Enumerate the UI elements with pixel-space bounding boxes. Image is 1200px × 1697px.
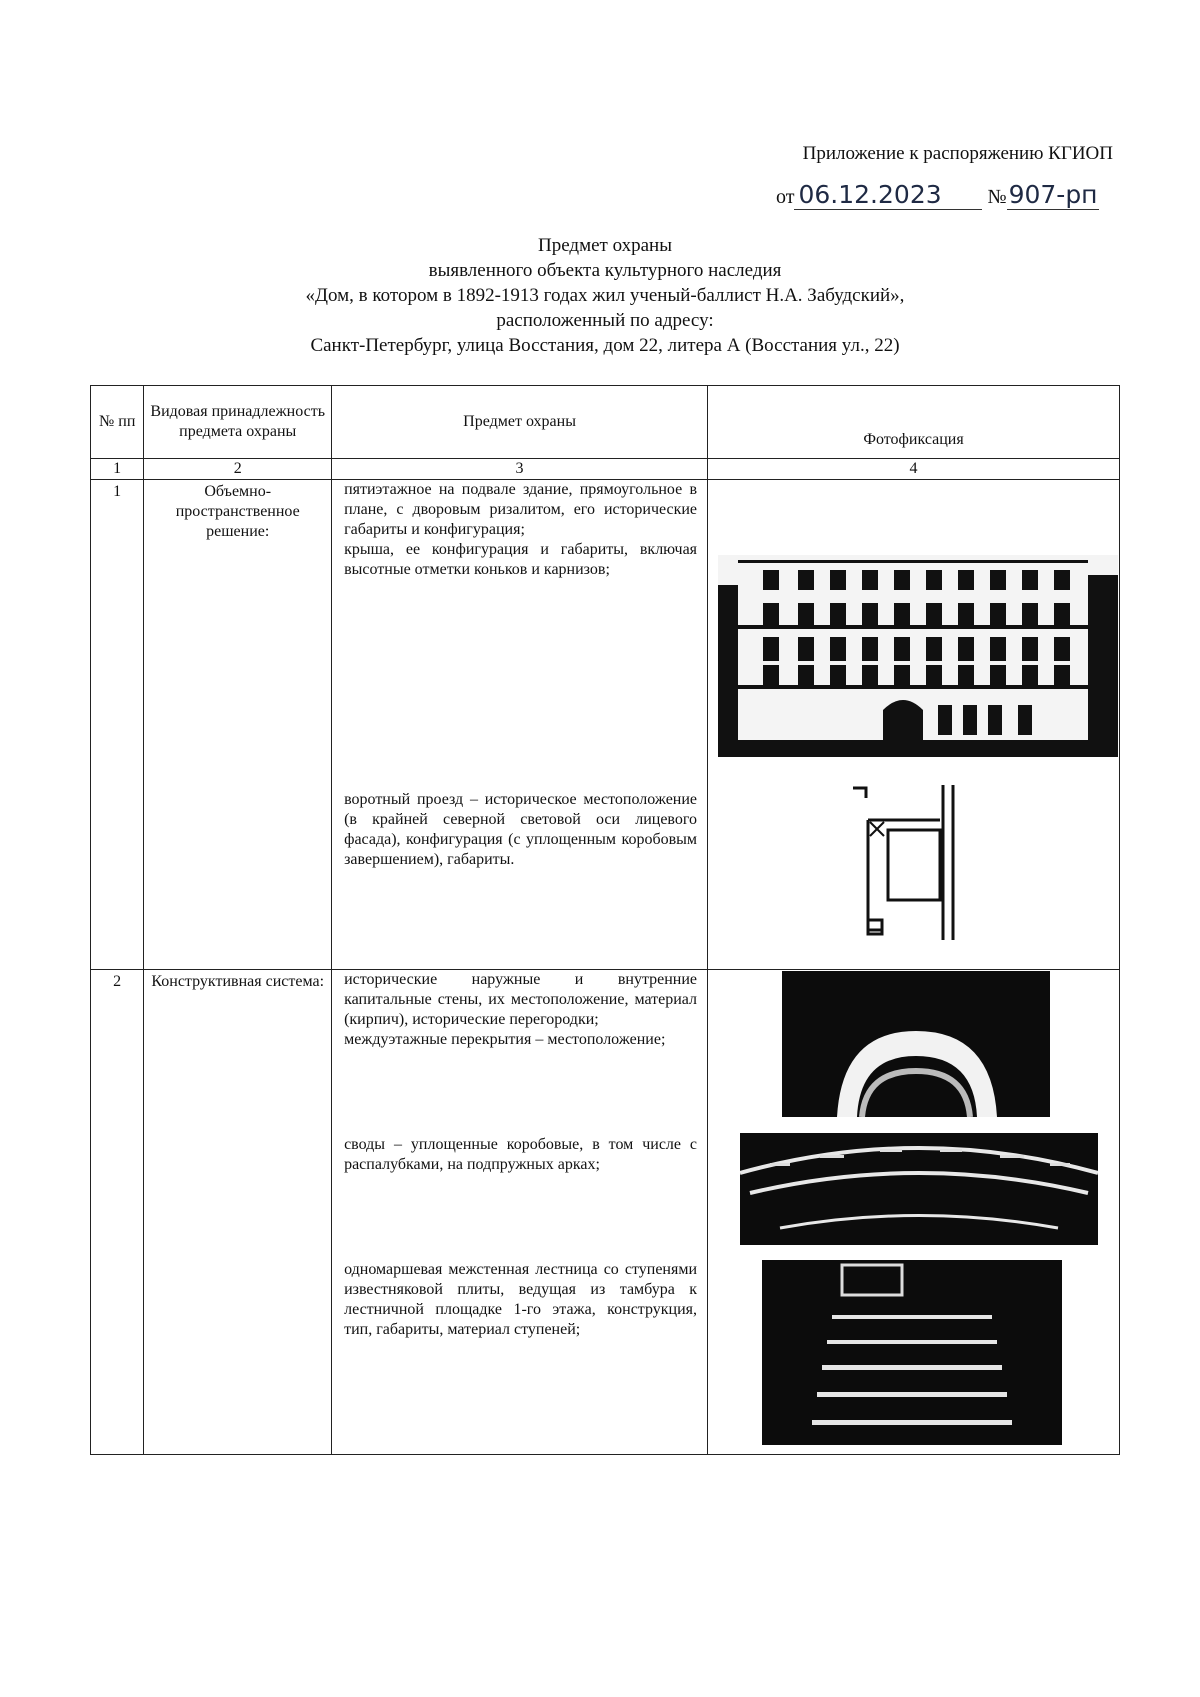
column-number: 3 — [332, 459, 708, 480]
subject-item: крыша, ее конфигурация и габариты, включая высотные отметки коньков и карнизов; — [344, 541, 698, 578]
subject-item: пятиэтажное на подвале здание, прямоугольное в плане, с дворовым ризалитом, его исторические габариты и конфигурация; — [344, 481, 698, 538]
row-subjects — [332, 970, 708, 1455]
header-photo: Фотофиксация — [708, 386, 1120, 459]
header-category: Видовая принадлежность предмета охраны — [144, 386, 332, 459]
document-heading — [90, 233, 1120, 358]
row-number: 1 — [91, 480, 144, 970]
subject-item: исторические наружные и внутренние капитальные стены, их местоположение, материал (кирпич), исторические перегородки; — [344, 971, 698, 1028]
row-photos — [708, 480, 1120, 970]
row-number: 2 — [91, 970, 144, 1455]
order-prefix: от — [776, 186, 795, 208]
protection-subject-table — [90, 385, 1120, 1455]
heading-line: Санкт-Петербург, улица Восстания, дом 22, литера А (Восстания ул., 22) — [310, 335, 900, 356]
subject-item: междуэтажные перекрытия – местоположение; — [344, 1031, 666, 1048]
column-number: 4 — [708, 459, 1120, 480]
column-number: 2 — [144, 459, 332, 480]
table-row — [91, 480, 1120, 970]
annex-caption: Приложение к распоряжению КГИОП — [802, 143, 1113, 164]
row-category: Объемно-пространственное решение: — [144, 480, 332, 970]
row-category: Конструктивная система: — [144, 970, 332, 1455]
heading-line: Предмет охраны — [538, 235, 672, 256]
table-header-row — [91, 386, 1120, 459]
facade-photo — [718, 515, 1118, 757]
order-number: 907-рп — [1008, 180, 1098, 209]
column-number: 1 — [91, 459, 144, 480]
row-photos — [708, 970, 1120, 1455]
header-number: № пп — [91, 386, 144, 459]
vault-photo — [740, 1133, 1098, 1245]
heading-line: «Дом, в котором в 1892-1913 годах жил ученый-баллист Н.А. Забудский», — [305, 285, 905, 306]
stair-photo — [762, 1260, 1062, 1445]
arch-photo — [782, 971, 1050, 1117]
subject-item: воротный проезд – историческое местоположение (в крайней северной световой оси лицевого фасада), конфигурация (с уплощенным коробовым завершением), габариты. — [344, 791, 698, 868]
column-number-row — [91, 459, 1120, 480]
order-number-sign: № — [987, 186, 1007, 208]
order-reference — [776, 180, 1099, 210]
table-row — [91, 970, 1120, 1455]
heading-line: расположенный по адресу: — [496, 310, 714, 331]
plan-scheme — [848, 780, 978, 950]
row-subjects — [332, 480, 708, 970]
subject-item: одномаршевая межстенная лестница со ступенями известняковой плиты, ведущая из тамбура к лестничной площадке 1-го этажа, конструкция, тип, габариты, материал ступеней; — [344, 1261, 698, 1338]
order-date: 06.12.2023 — [794, 180, 982, 210]
header-subject: Предмет охраны — [332, 386, 708, 459]
heading-line: выявленного объекта культурного наследия — [428, 260, 782, 281]
subject-item: своды – уплощенные коробовые, в том числе с распалубками, на подпружных арках; — [344, 1136, 698, 1173]
